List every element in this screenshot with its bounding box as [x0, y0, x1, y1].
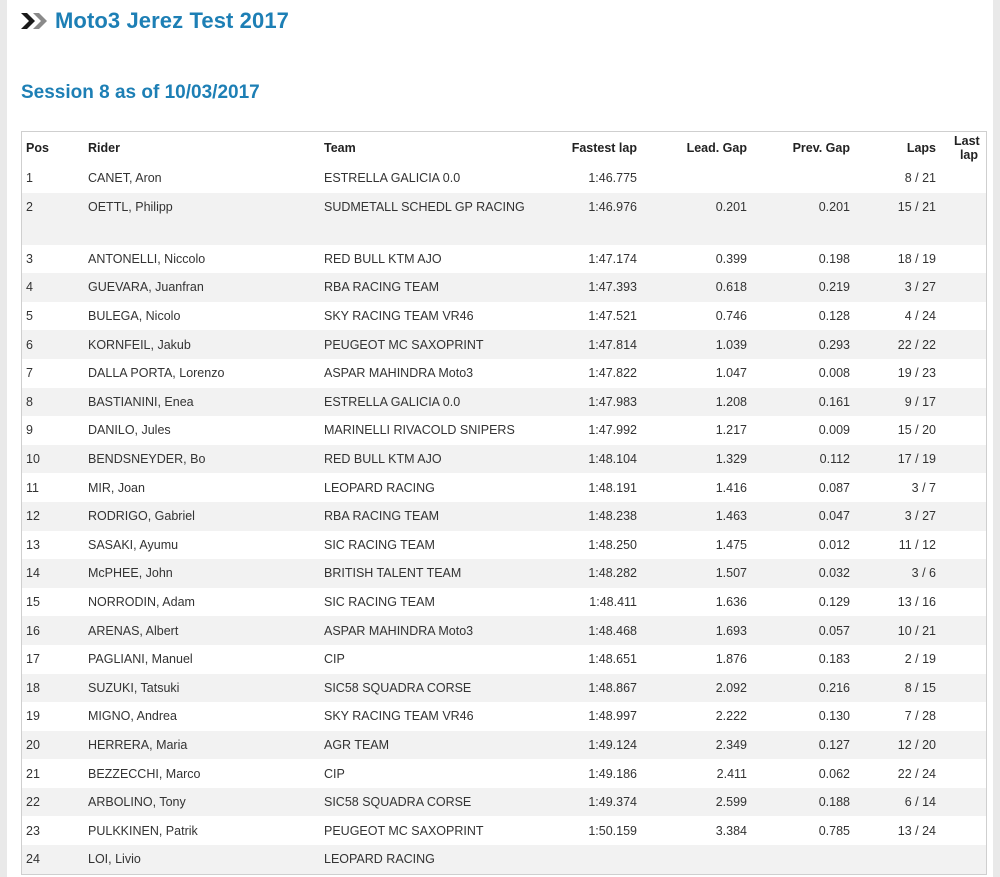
table-row — [22, 559, 986, 588]
cell-fastest-lap: 1:48.250 — [588, 537, 637, 552]
cell-lead-gap: 2.599 — [715, 795, 747, 810]
cell-team: PEUGEOT MC SAXOPRINT — [324, 823, 484, 838]
cell-prev-gap: 0.130 — [818, 709, 850, 724]
cell-fastest-lap: 1:48.651 — [588, 652, 637, 667]
cell-last-lap — [950, 359, 986, 388]
cell-last-lap — [950, 588, 986, 617]
cell-fastest-lap: 1:47.174 — [588, 251, 637, 266]
cell-pos: 15 — [26, 595, 40, 610]
cell-team: RBA RACING TEAM — [324, 509, 440, 524]
cell-pos: 7 — [26, 366, 33, 381]
table-row — [22, 473, 986, 502]
header-lead-gap: Lead. Gap — [686, 141, 747, 155]
results-table — [22, 132, 986, 874]
cell-fastest-lap — [538, 845, 641, 874]
cell-pos: 10 — [26, 452, 40, 467]
cell-rider: CANET, Aron — [88, 171, 162, 186]
cell-last-lap — [950, 302, 986, 331]
cell-laps: 18 / 19 — [897, 251, 936, 266]
cell-laps: 15 / 20 — [897, 423, 936, 438]
cell-prev-gap: 0.128 — [818, 309, 850, 324]
cell-lead-gap: 1.047 — [715, 366, 747, 381]
cell-fastest-lap: 1:49.374 — [588, 795, 637, 810]
cell-lead-gap: 1.217 — [715, 423, 747, 438]
cell-rider: OETTL, Philipp — [88, 199, 173, 214]
cell-rider: PULKKINEN, Patrik — [88, 823, 198, 838]
cell-laps: 9 / 17 — [904, 394, 936, 409]
header-pos: Pos — [26, 141, 49, 155]
cell-fastest-lap: 1:46.976 — [588, 199, 637, 214]
cell-prev-gap: 0.161 — [818, 394, 850, 409]
cell-team: BRITISH TALENT TEAM — [324, 566, 462, 581]
cell-team: PEUGEOT MC SAXOPRINT — [324, 337, 484, 352]
cell-pos: 14 — [26, 566, 40, 581]
cell-prev-gap: 0.183 — [818, 652, 850, 667]
cell-lead-gap: 1.876 — [715, 652, 747, 667]
cell-prev-gap: 0.127 — [818, 737, 850, 752]
cell-team: SIC58 SQUADRA CORSE — [324, 680, 472, 695]
cell-team: MARINELLI RIVACOLD SNIPERS — [324, 423, 515, 438]
cell-prev-gap: 0.112 — [819, 452, 850, 467]
cell-prev-gap: 0.032 — [818, 566, 850, 581]
cell-rider: ARENAS, Albert — [88, 623, 179, 638]
cell-prev-gap: 0.012 — [818, 537, 850, 552]
cell-last-lap — [950, 816, 986, 845]
cell-prev-gap: 0.009 — [818, 423, 850, 438]
cell-last-lap — [950, 193, 986, 245]
cell-rider: SASAKI, Ayumu — [88, 537, 179, 552]
cell-lead-gap: 1.208 — [715, 394, 747, 409]
cell-laps: 17 / 19 — [897, 452, 936, 467]
cell-lead-gap: 3.384 — [715, 823, 747, 838]
cell-team: SIC RACING TEAM — [324, 537, 435, 552]
cell-pos: 5 — [26, 309, 33, 324]
cell-rider: BULEGA, Nicolo — [88, 309, 181, 324]
cell-team: SKY RACING TEAM VR46 — [324, 309, 474, 324]
cell-pos: 3 — [26, 251, 33, 266]
header-rider: Rider — [88, 141, 120, 155]
cell-last-lap — [950, 788, 986, 817]
cell-last-lap — [950, 674, 986, 703]
cell-pos: 6 — [26, 337, 33, 352]
cell-pos: 17 — [26, 652, 40, 667]
cell-team: ASPAR MAHINDRA Moto3 — [324, 366, 474, 381]
cell-laps: 3 / 6 — [911, 566, 936, 581]
cell-rider: BENDSNEYDER, Bo — [88, 452, 206, 467]
cell-fastest-lap: 1:48.191 — [588, 480, 637, 495]
cell-last-lap — [950, 502, 986, 531]
cell-prev-gap: 0.008 — [818, 366, 850, 381]
cell-team: SKY RACING TEAM VR46 — [324, 709, 474, 724]
cell-pos: 8 — [26, 394, 33, 409]
cell-pos: 9 — [26, 423, 33, 438]
cell-laps: 6 / 14 — [904, 795, 936, 810]
cell-laps: 8 / 15 — [904, 680, 936, 695]
cell-last-lap — [950, 445, 986, 474]
cell-pos: 22 — [26, 795, 40, 810]
cell-prev-gap: 0.216 — [818, 680, 850, 695]
cell-laps: 7 / 28 — [904, 709, 936, 724]
cell-team: AGR TEAM — [324, 737, 390, 752]
cell-lead-gap: 2.349 — [715, 737, 747, 752]
session-title: Session 8 as of 10/03/2017 — [21, 82, 260, 103]
cell-last-lap — [950, 616, 986, 645]
cell-pos: 2 — [26, 199, 33, 214]
cell-lead-gap: 0.618 — [715, 280, 747, 295]
cell-prev-gap — [751, 845, 854, 874]
cell-laps: 8 / 21 — [904, 171, 936, 186]
cell-fastest-lap: 1:48.997 — [588, 709, 637, 724]
cell-last-lap — [950, 388, 986, 417]
cell-lead-gap — [641, 164, 751, 193]
table-row — [22, 845, 986, 874]
table-row — [22, 674, 986, 703]
table-row — [22, 759, 986, 788]
cell-team: ESTRELLA GALICIA 0.0 — [324, 394, 461, 409]
cell-laps: 3 / 7 — [911, 480, 936, 495]
cell-fastest-lap: 1:47.521 — [588, 309, 637, 324]
cell-last-lap — [950, 759, 986, 788]
cell-lead-gap: 1.416 — [715, 480, 747, 495]
cell-pos: 20 — [26, 737, 40, 752]
cell-rider: ANTONELLI, Niccolo — [88, 251, 206, 266]
cell-pos: 21 — [26, 766, 40, 781]
table-row — [22, 245, 986, 274]
double-chevron-right-icon — [21, 11, 49, 31]
cell-fastest-lap: 1:47.822 — [588, 366, 637, 381]
table-row — [22, 302, 986, 331]
cell-rider: MIGNO, Andrea — [88, 709, 177, 724]
cell-last-lap — [950, 531, 986, 560]
cell-lead-gap — [641, 845, 751, 874]
cell-prev-gap — [751, 164, 854, 193]
cell-rider: BEZZECCHI, Marco — [88, 766, 201, 781]
cell-laps: 13 / 16 — [897, 595, 936, 610]
cell-lead-gap: 1.329 — [715, 452, 747, 467]
cell-prev-gap: 0.057 — [818, 623, 850, 638]
cell-rider: GUEVARA, Juanfran — [88, 280, 204, 295]
cell-laps: 2 / 19 — [904, 652, 936, 667]
cell-lead-gap: 1.039 — [715, 337, 747, 352]
cell-pos: 1 — [26, 171, 33, 186]
cell-fastest-lap: 1:50.159 — [588, 823, 637, 838]
cell-prev-gap: 0.129 — [818, 595, 850, 610]
cell-lead-gap: 1.463 — [715, 509, 747, 524]
cell-rider: SUZUKI, Tatsuki — [88, 680, 180, 695]
cell-laps: 22 / 22 — [897, 337, 936, 352]
cell-lead-gap: 0.746 — [715, 309, 747, 324]
cell-laps — [854, 845, 950, 874]
cell-pos: 4 — [26, 280, 33, 295]
header-last-lap: Last lap — [954, 134, 980, 162]
cell-pos: 11 — [26, 480, 39, 495]
cell-last-lap — [950, 702, 986, 731]
cell-team: RED BULL KTM AJO — [324, 251, 442, 266]
cell-laps: 3 / 27 — [904, 509, 936, 524]
table-row — [22, 702, 986, 731]
cell-last-lap — [950, 845, 986, 874]
cell-last-lap — [950, 473, 986, 502]
cell-fastest-lap: 1:47.992 — [588, 423, 637, 438]
cell-lead-gap: 1.507 — [715, 566, 747, 581]
cell-team: SIC58 SQUADRA CORSE — [324, 795, 472, 810]
results-table-header — [22, 132, 986, 164]
cell-rider: DANILO, Jules — [88, 423, 171, 438]
page-title: Moto3 Jerez Test 2017 — [55, 8, 290, 33]
cell-rider: RODRIGO, Gabriel — [88, 509, 195, 524]
cell-fastest-lap: 1:48.411 — [589, 595, 637, 610]
cell-lead-gap: 2.222 — [715, 709, 747, 724]
cell-prev-gap: 0.219 — [818, 280, 850, 295]
cell-lead-gap: 0.399 — [715, 251, 747, 266]
cell-pos: 12 — [26, 509, 40, 524]
cell-prev-gap: 0.785 — [818, 823, 850, 838]
cell-pos: 24 — [26, 852, 40, 867]
cell-last-lap — [950, 330, 986, 359]
cell-prev-gap: 0.188 — [818, 795, 850, 810]
cell-fastest-lap: 1:46.775 — [588, 171, 637, 186]
cell-fastest-lap: 1:48.867 — [588, 680, 637, 695]
cell-fastest-lap: 1:49.124 — [588, 737, 637, 752]
cell-pos: 13 — [26, 537, 40, 552]
cell-pos: 18 — [26, 680, 40, 695]
cell-last-lap — [950, 245, 986, 274]
cell-fastest-lap: 1:48.104 — [588, 452, 637, 467]
cell-prev-gap: 0.087 — [818, 480, 850, 495]
cell-last-lap — [950, 164, 986, 193]
cell-team: ESTRELLA GALICIA 0.0 — [324, 171, 461, 186]
cell-pos: 23 — [26, 823, 40, 838]
cell-laps: 19 / 23 — [897, 366, 936, 381]
cell-team: SUDMETALL SCHEDL GP RACING — [324, 199, 525, 214]
results-table-body — [22, 164, 986, 874]
header-prev-gap: Prev. Gap — [792, 141, 850, 155]
cell-fastest-lap: 1:47.393 — [588, 280, 637, 295]
cell-laps: 3 / 27 — [904, 280, 936, 295]
cell-pos: 16 — [26, 623, 40, 638]
table-row — [22, 273, 986, 302]
cell-team: ASPAR MAHINDRA Moto3 — [324, 623, 474, 638]
cell-fastest-lap: 1:47.983 — [588, 394, 637, 409]
cell-laps: 4 / 24 — [904, 309, 936, 324]
cell-last-lap — [950, 559, 986, 588]
table-row — [22, 445, 986, 474]
header-row — [22, 132, 986, 164]
cell-laps: 10 / 21 — [897, 623, 936, 638]
content-panel — [7, 0, 993, 877]
cell-prev-gap: 0.062 — [818, 766, 850, 781]
cell-fastest-lap: 1:49.186 — [588, 766, 637, 781]
cell-rider: MIR, Joan — [88, 480, 145, 495]
table-row — [22, 531, 986, 560]
cell-rider: KORNFEIL, Jakub — [88, 337, 191, 352]
cell-team: CIP — [324, 766, 345, 781]
cell-prev-gap: 0.047 — [818, 509, 850, 524]
table-row — [22, 164, 986, 193]
cell-fastest-lap: 1:47.814 — [588, 337, 637, 352]
header-team: Team — [324, 141, 356, 155]
cell-rider: PAGLIANI, Manuel — [88, 652, 193, 667]
cell-team: SIC RACING TEAM — [324, 595, 435, 610]
header-laps: Laps — [906, 141, 936, 155]
cell-pos: 19 — [26, 709, 40, 724]
table-row — [22, 731, 986, 760]
table-row — [22, 359, 986, 388]
cell-prev-gap: 0.201 — [818, 199, 850, 214]
cell-rider: BASTIANINI, Enea — [88, 394, 194, 409]
cell-fastest-lap: 1:48.238 — [588, 509, 637, 524]
table-row — [22, 645, 986, 674]
cell-last-lap — [950, 273, 986, 302]
table-row — [22, 193, 986, 245]
cell-lead-gap: 1.475 — [715, 537, 747, 552]
cell-rider: HERRERA, Maria — [88, 737, 188, 752]
cell-lead-gap: 2.092 — [715, 680, 747, 695]
table-row — [22, 588, 986, 617]
page-header — [21, 6, 289, 36]
cell-prev-gap: 0.198 — [818, 251, 850, 266]
header-fastest-lap: Fastest lap — [571, 141, 637, 155]
cell-rider: McPHEE, John — [88, 566, 173, 581]
table-row — [22, 416, 986, 445]
cell-lead-gap: 1.636 — [715, 595, 747, 610]
table-row — [22, 788, 986, 817]
table-row — [22, 616, 986, 645]
cell-prev-gap: 0.293 — [818, 337, 850, 352]
cell-last-lap — [950, 645, 986, 674]
cell-last-lap — [950, 416, 986, 445]
cell-laps: 12 / 20 — [897, 737, 936, 752]
cell-team: RED BULL KTM AJO — [324, 452, 442, 467]
cell-laps: 13 / 24 — [897, 823, 936, 838]
table-row — [22, 330, 986, 359]
cell-laps: 11 / 12 — [898, 537, 936, 552]
cell-last-lap — [950, 731, 986, 760]
cell-fastest-lap: 1:48.282 — [588, 566, 637, 581]
cell-team: CIP — [324, 652, 345, 667]
cell-team: RBA RACING TEAM — [324, 280, 440, 295]
cell-team: LEOPARD RACING — [324, 480, 435, 495]
table-row — [22, 816, 986, 845]
cell-lead-gap: 1.693 — [715, 623, 747, 638]
table-row — [22, 502, 986, 531]
cell-rider: LOI, Livio — [88, 852, 141, 867]
cell-laps: 22 / 24 — [897, 766, 936, 781]
cell-team: LEOPARD RACING — [324, 852, 435, 867]
cell-lead-gap: 0.201 — [715, 199, 747, 214]
cell-rider: DALLA PORTA, Lorenzo — [88, 366, 225, 381]
cell-laps: 15 / 21 — [897, 199, 936, 214]
table-row — [22, 388, 986, 417]
cell-fastest-lap: 1:48.468 — [588, 623, 637, 638]
results-table-container — [21, 131, 987, 875]
cell-rider: NORRODIN, Adam — [88, 595, 195, 610]
cell-rider: ARBOLINO, Tony — [88, 795, 186, 810]
cell-lead-gap: 2.411 — [716, 766, 747, 781]
